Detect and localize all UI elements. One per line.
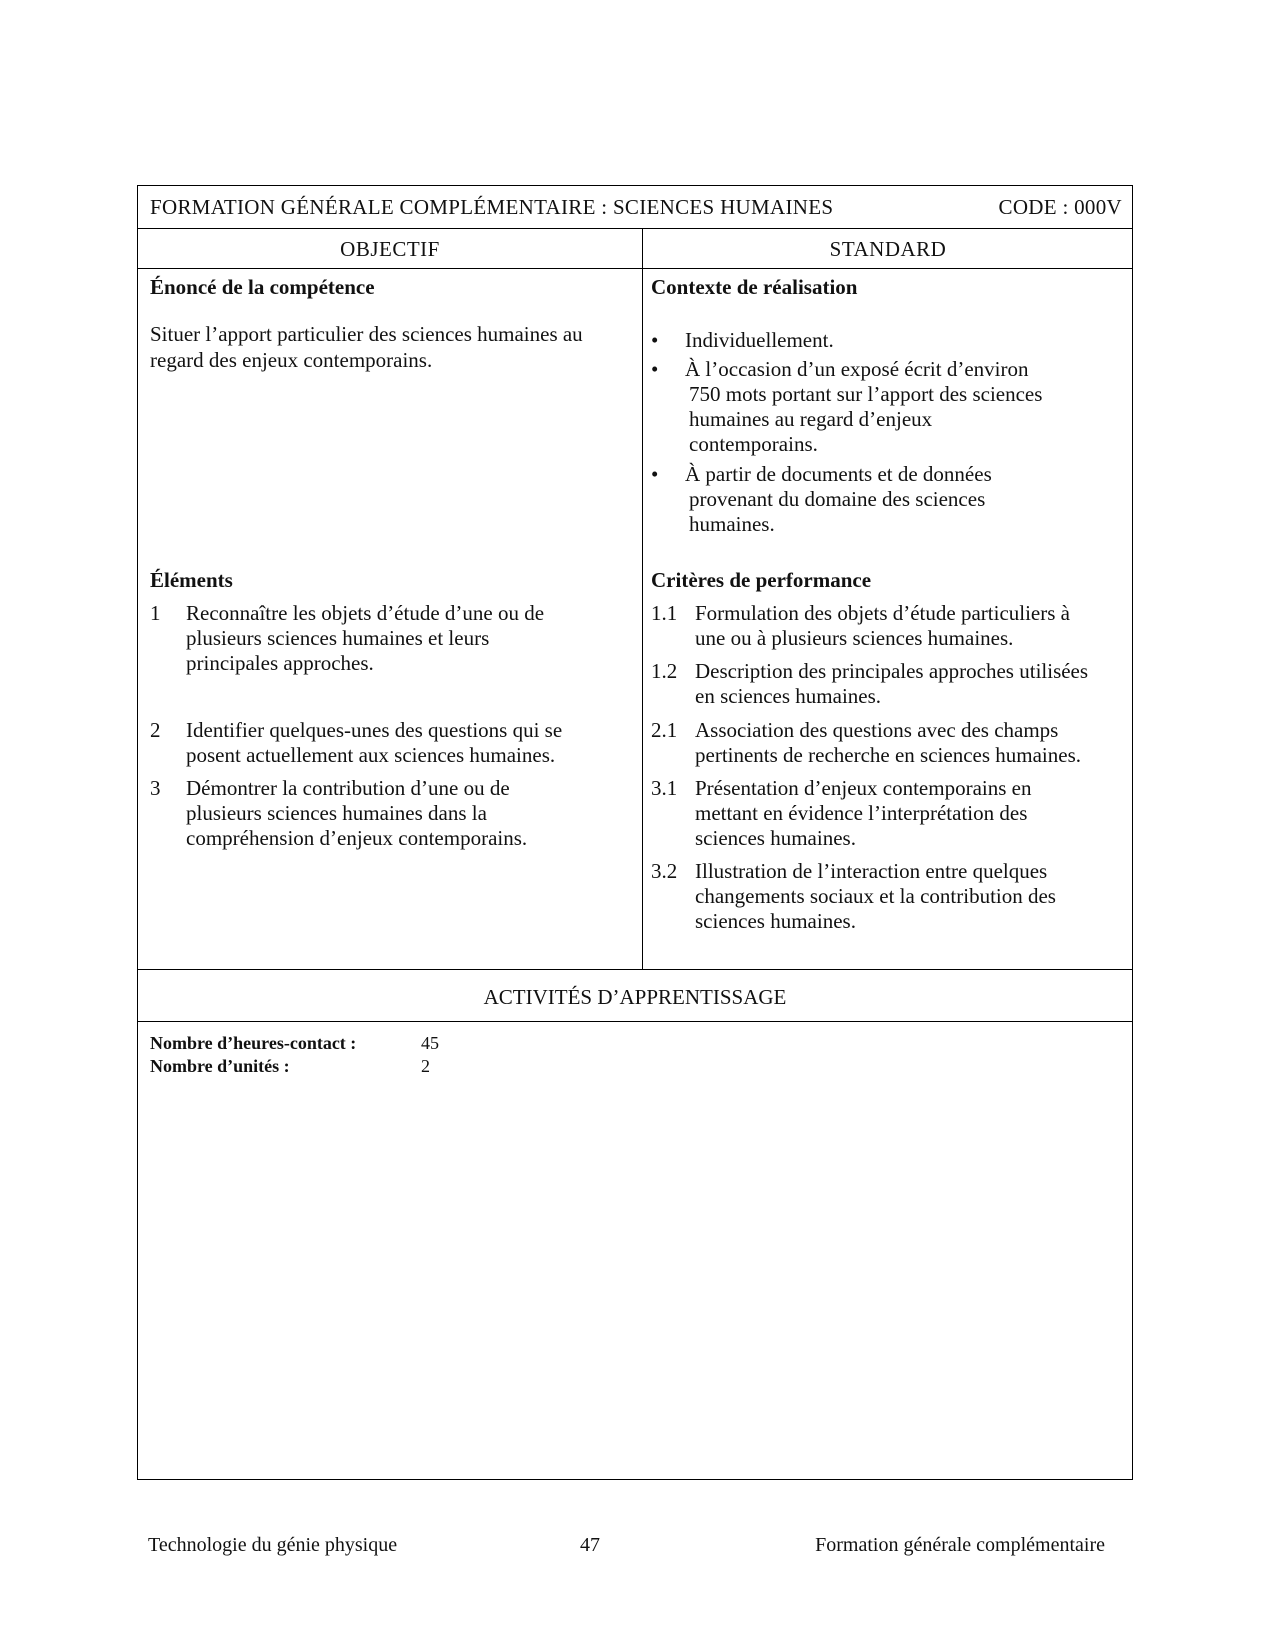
critere-3-1-line-3: sciences humaines. [695, 826, 856, 850]
bullet-icon: • [651, 357, 659, 381]
table-title: FORMATION GÉNÉRALE COMPLÉMENTAIRE : SCIENCES HUMAINES [150, 195, 834, 219]
table-header-row [138, 186, 1132, 229]
critere-3-2-line-1: Illustration de l’interaction entre quelques [695, 859, 1048, 883]
contexte-heading: Contexte de réalisation [651, 275, 858, 299]
column-header-standard: STANDARD [829, 237, 947, 261]
contexte-item-2-line-3: humaines au regard d’enjeux [689, 407, 933, 431]
critere-number: 1.1 [651, 601, 678, 625]
critere-2-1-line-1: Association des questions avec des champs [695, 718, 1059, 742]
heures-contact-value: 45 [421, 1033, 439, 1053]
contexte-item-3-line-2: provenant du domaine des sciences [689, 487, 986, 511]
section-divider [138, 969, 1132, 970]
critere-1-2-line-1: Description des principales approches utilisées [695, 659, 1089, 683]
competency-table [137, 185, 1133, 1480]
element-3-line-1: Démontrer la contribution d’une ou de [186, 776, 510, 800]
element-1-line-1: Reconnaître les objets d’étude d’une ou de [186, 601, 545, 625]
critere-1-1-line-2: une ou à plusieurs sciences humaines. [695, 626, 1014, 650]
contexte-item-2-line-4: contemporains. [689, 432, 818, 456]
element-number: 2 [150, 718, 161, 742]
footer-section: Formation générale complémentaire [815, 1534, 1105, 1556]
column-header-objectif: OBJECTIF [340, 237, 440, 261]
unites-value: 2 [421, 1056, 430, 1076]
bullet-icon: • [651, 462, 659, 486]
critere-1-1-line-1: Formulation des objets d’étude particuliers à [695, 601, 1070, 625]
contexte-item-3-line-3: humaines. [689, 512, 775, 536]
enonce-text-line-2: regard des enjeux contemporains. [150, 348, 433, 372]
element-3-line-3: compréhension d’enjeux contemporains. [186, 826, 528, 850]
contexte-item-3-line-1: À partir de documents et de données [685, 462, 992, 486]
critere-3-2-line-2: changements sociaux et la contribution des [695, 884, 1056, 908]
contexte-item-2-line-2: 750 mots portant sur l’apport des sciences [689, 382, 1043, 406]
critere-3-1-line-2: mettant en évidence l’interprétation des [695, 801, 1028, 825]
page-number: 47 [580, 1534, 600, 1556]
element-number: 3 [150, 776, 161, 800]
section-divider [138, 1021, 1132, 1022]
critere-3-2-line-3: sciences humaines. [695, 909, 856, 933]
unites-label: Nombre d’unités : [150, 1056, 290, 1076]
element-1-line-3: principales approches. [186, 651, 374, 675]
criteres-heading: Critères de performance [651, 568, 872, 592]
activites-heading: ACTIVITÉS D’APPRENTISSAGE [483, 985, 787, 1009]
critere-number: 2.1 [651, 718, 678, 742]
column-divider [642, 228, 643, 969]
course-code: CODE : 000V [998, 195, 1122, 219]
element-1-line-2: plusieurs sciences humaines et leurs [186, 626, 490, 650]
element-2-line-1: Identifier quelques-unes des questions qui se [186, 718, 563, 742]
element-2-line-2: posent actuellement aux sciences humaines. [186, 743, 556, 767]
footer-program: Technologie du génie physique [148, 1534, 398, 1556]
contexte-item-2-line-1: À l’occasion d’un exposé écrit d’environ [685, 357, 1029, 381]
element-number: 1 [150, 601, 161, 625]
critere-3-1-line-1: Présentation d’enjeux contemporains en [695, 776, 1032, 800]
elements-heading: Éléments [150, 568, 233, 592]
enonce-heading: Énoncé de la compétence [150, 275, 375, 299]
critere-1-2-line-2: en sciences humaines. [695, 684, 882, 708]
column-header-row [138, 228, 1132, 269]
element-3-line-2: plusieurs sciences humaines dans la [186, 801, 487, 825]
bullet-icon: • [651, 328, 659, 352]
contexte-item-1: Individuellement. [685, 328, 834, 352]
critere-number: 1.2 [651, 659, 678, 683]
critere-number: 3.2 [651, 859, 678, 883]
heures-contact-label: Nombre d’heures-contact : [150, 1033, 357, 1053]
critere-number: 3.1 [651, 776, 678, 800]
enonce-text-line-1: Situer l’apport particulier des sciences humaines au [150, 322, 583, 346]
critere-2-1-line-2: pertinents de recherche en sciences humaines. [695, 743, 1081, 767]
